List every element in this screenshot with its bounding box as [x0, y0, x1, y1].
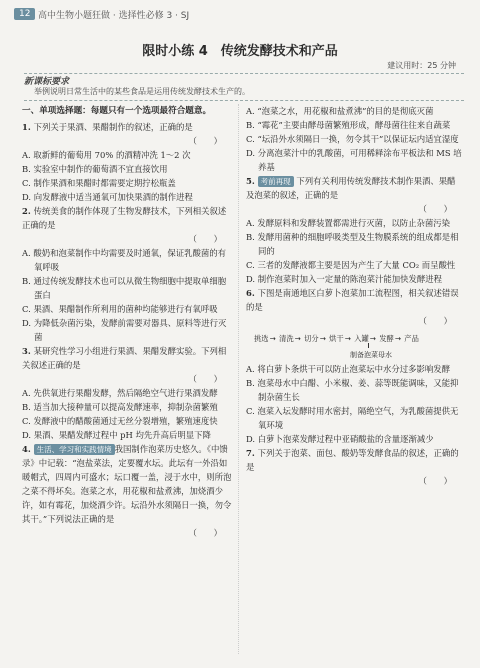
question-number: 4. — [22, 444, 34, 454]
option-d[interactable]: D. 白萝卜泡菜发酵过程中亚硝酸盐的含量逐渐减少 — [246, 434, 434, 444]
option-c[interactable]: C. 三者的发酵液都主要是因为产生了大量 CO₂ 而呈酸性 — [246, 260, 456, 270]
section-title: 一、单项选择题：每题只有一个选项最符合题意。 — [22, 106, 212, 116]
flow-step: 挑选 — [254, 334, 269, 343]
question-4-options — [246, 104, 462, 174]
requirements-text: 举例说明日常生活中的某些食品是运用传统发酵技术生产的。 — [34, 87, 250, 96]
option-a[interactable]: A. 将白萝卜条烘干可以防止泡菜坛中水分过多影响发酵 — [246, 364, 450, 374]
option-d[interactable]: D. 果酒、果醋发酵过程中 pH 均先升高后明显下降 — [22, 430, 211, 440]
option-b[interactable]: B. 通过传统发酵技术也可以从微生物细胞中提取单细胞蛋白 — [22, 276, 227, 300]
question-5 — [246, 174, 462, 286]
option-d[interactable]: D. 为降低杂菌污染，发酵前需要对器具、原料等进行灭菌 — [22, 318, 227, 342]
question-stem: 下列关于泡菜、面包、酸奶等发酵食品的叙述，正确的是 — [246, 448, 459, 472]
option-c[interactable]: C. 发酵液中的醋酸菌通过无丝分裂增殖，繁殖速度快 — [22, 416, 218, 426]
flow-step: 清洗 — [279, 334, 294, 343]
option-d[interactable]: D. 制作泡菜时加入一定量的陈泡菜汁能加快发酵进程 — [246, 274, 442, 284]
flow-step: 产品 — [404, 334, 419, 343]
option-c[interactable]: C. 泡菜入坛发酵时用水密封，隔绝空气，为乳酸菌提供无氧环境 — [246, 406, 459, 430]
question-3 — [22, 344, 232, 442]
option-b[interactable]: B. 发酵用菌种的细胞呼吸类型及生物膜系统的组成都是相同的 — [246, 232, 459, 256]
question-stem: 下图是南通地区白萝卜泡菜加工流程图，相关叙述错误的是 — [246, 288, 459, 312]
page-header — [0, 0, 480, 28]
option-a[interactable]: A. “泡菜之水，用花椒和盐煮沸”的目的是彻底灭菌 — [246, 106, 434, 116]
option-d[interactable]: D. 向发酵液中适当通氧可加快果酒的制作进程 — [22, 192, 193, 202]
option-a[interactable]: A. 发酵原料和发酵装置都需进行灭菌，以防止杂菌污染 — [246, 218, 450, 228]
question-number: 7. — [246, 448, 258, 458]
option-b[interactable]: B. 适当加大接种量可以提高发酵速率，抑制杂菌繁殖 — [22, 402, 218, 412]
column-divider — [238, 104, 239, 654]
question-6 — [246, 286, 462, 446]
arrow-icon: → — [269, 334, 276, 343]
option-a[interactable]: A. 取新鲜的葡萄用 70% 的酒精冲洗 1～2 次 — [22, 150, 191, 160]
option-b[interactable]: B. 实验室中制作的葡萄酒不宜直接饮用 — [22, 164, 168, 174]
exam-tag: 考前再现 — [258, 176, 294, 187]
option-b[interactable]: B. “霉花”主要由酵母菌繁殖形成，酵母菌往往来自蔬菜 — [246, 120, 451, 130]
arrow-icon: → — [369, 334, 376, 343]
option-c[interactable]: C. “坛沿外水须隔日一换，勿令其干”以保证坛内适宜湿度 — [246, 134, 459, 144]
page-title: 限时小练 4 传统发酵技术和产品 — [142, 44, 338, 59]
flow-step: 发酵 — [379, 334, 394, 343]
requirements-label: 新课标要求 — [24, 77, 70, 87]
answer-paren[interactable]: （ ） — [418, 204, 452, 214]
question-stem: 下列有关利用传统发酵技术制作果酒、果醋及泡菜的叙述，正确的是 — [246, 176, 456, 200]
arrow-icon: → — [294, 334, 301, 343]
option-d[interactable]: D. 分离泡菜汁中的乳酸菌，可用稀释涂布平板法和 MS 培养基 — [246, 148, 462, 172]
left-column — [22, 104, 232, 540]
question-number: 2. — [22, 206, 34, 216]
answer-paren[interactable]: （ ） — [188, 374, 222, 384]
flow-step: 入罐 — [354, 334, 369, 343]
question-stem: 下列关于果酒、果醋制作的叙述，正确的是 — [33, 122, 193, 132]
answer-paren[interactable]: （ ） — [418, 316, 452, 326]
flow-substep: 制备泡菜母水 — [350, 348, 462, 362]
question-number: 6. — [246, 288, 258, 298]
question-2 — [22, 204, 232, 344]
option-c[interactable]: C. 果酒、果醋制作所利用的菌种均能够进行有氧呼吸 — [22, 304, 218, 314]
arrow-icon: → — [344, 334, 351, 343]
question-number: 1. — [22, 122, 34, 132]
answer-paren[interactable]: （ ） — [188, 528, 222, 538]
question-4 — [22, 442, 232, 540]
question-stem: 我国制作泡菜历史悠久。《中馈录》中记载：“泡盐菜法，定要覆水坛。此坛有一外沿如暖帽式，四周内可盛水；坛口覆一盖，浸于水中，则所泡之菜不得坏矣。泡菜之水，用花椒和盐煮沸，加烧酒少许，如有霉花，加烧酒少许。坛沿外水须隔日一换，勿令其干。”下列说法正确的是 — [22, 444, 232, 524]
context-tag: 生活、学习和实践情境 — [34, 444, 115, 455]
flow-step: 烘干 — [329, 334, 344, 343]
question-number: 3. — [22, 346, 34, 356]
option-a[interactable]: A. 酸奶和泡菜制作中均需要及时通氧，保证乳酸菌的有氧呼吸 — [22, 248, 226, 272]
arrow-icon: → — [394, 334, 401, 343]
right-column — [246, 104, 462, 488]
series-title: 高中生物小题狂做 · 选择性必修 3 · SJ — [38, 11, 190, 21]
page-number: 12 — [14, 8, 35, 20]
option-c[interactable]: C. 制作果酒和果醋时都需要定期拧松瓶盖 — [22, 178, 176, 188]
answer-paren[interactable]: （ ） — [418, 476, 452, 486]
arrow-icon: → — [319, 334, 326, 343]
question-1 — [22, 120, 232, 204]
option-b[interactable]: B. 泡菜母水中白醋、小米椒、姜、蒜等既能调味，又能抑制杂菌生长 — [246, 378, 459, 402]
question-stem: 某研究性学习小组进行果酒、果醋发酵实验。下列相关叙述正确的是 — [22, 346, 227, 370]
answer-paren[interactable]: （ ） — [188, 136, 222, 146]
time-note: 建议用时：25 分钟 — [387, 61, 456, 70]
process-flowchart — [254, 332, 462, 346]
question-number: 5. — [246, 176, 258, 186]
flow-step: 切分 — [304, 334, 319, 343]
option-a[interactable]: A. 先供氧进行果醋发酵，然后隔绝空气进行果酒发酵 — [22, 388, 218, 398]
answer-paren[interactable]: （ ） — [188, 234, 222, 244]
question-stem: 传统美食的制作体现了生物发酵技术，下列相关叙述正确的是 — [22, 206, 227, 230]
question-7 — [246, 446, 462, 488]
